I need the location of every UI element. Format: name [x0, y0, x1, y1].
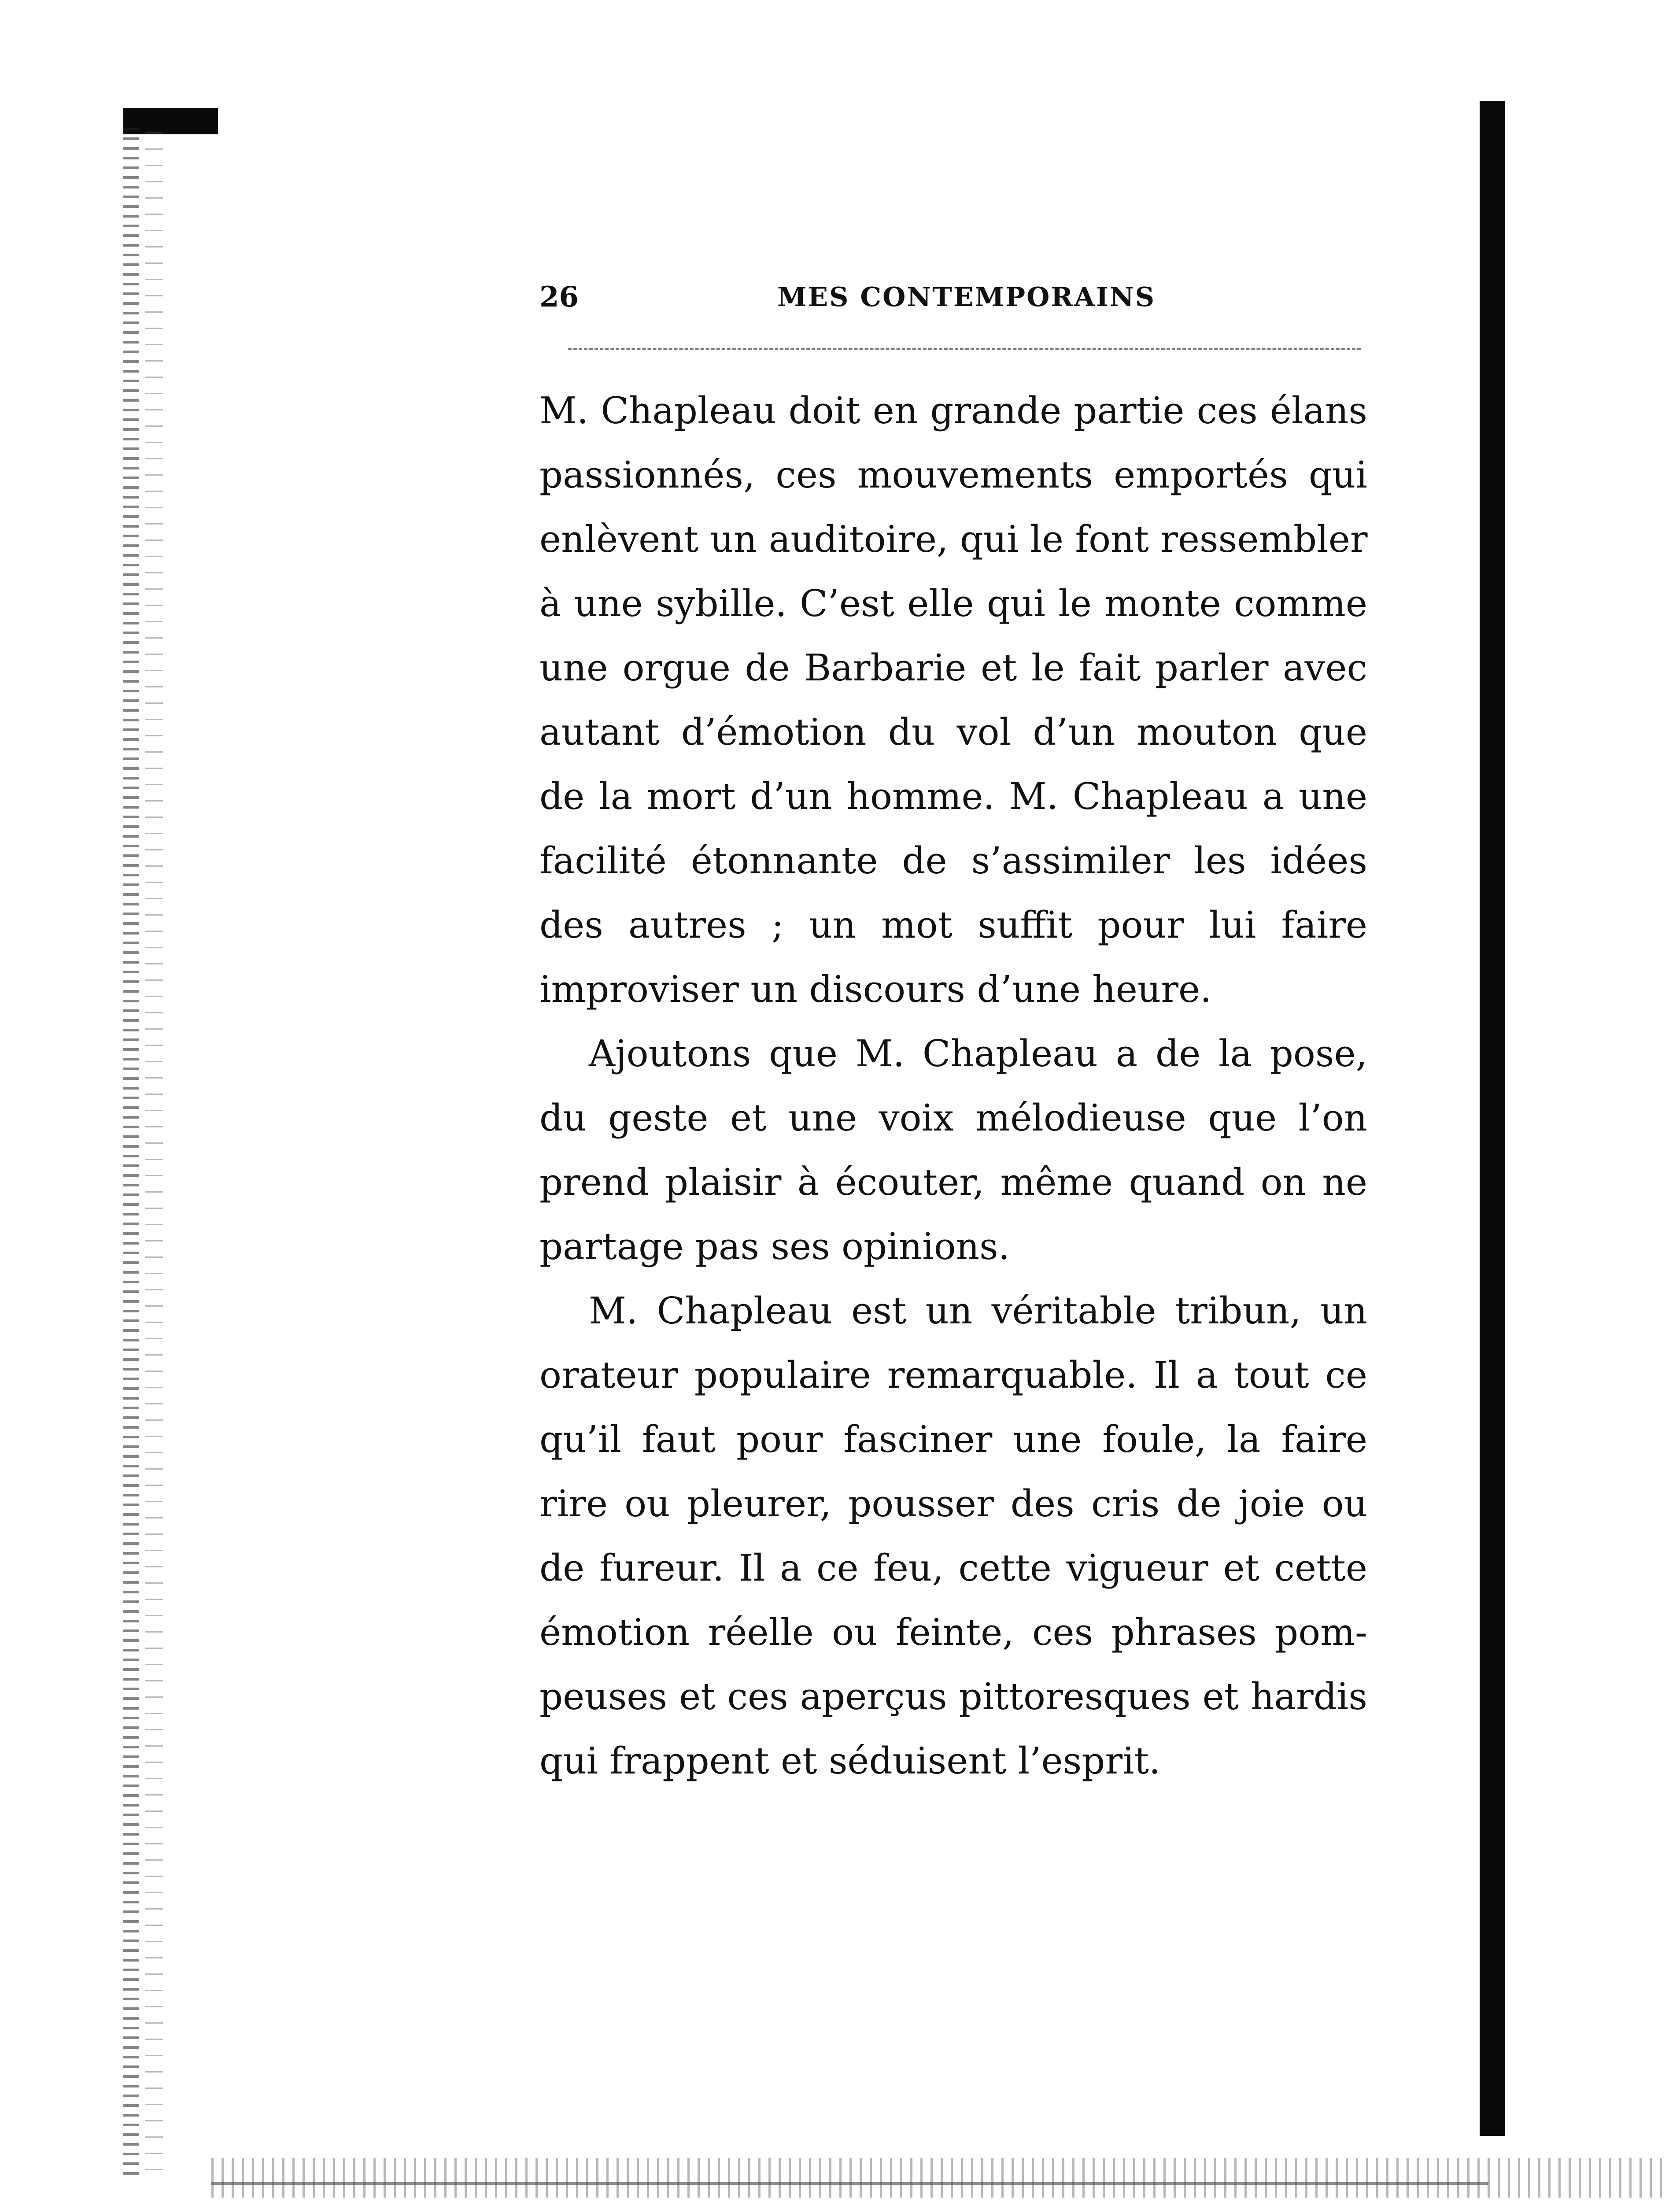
- text-line: peuses et ces aperçus pittoresques et hardis: [539, 1675, 1367, 1718]
- running-header: [539, 280, 1174, 315]
- scan-artifact-right-bar: [1480, 101, 1505, 2136]
- text-line: rire ou pleurer, pousser des cris de joie ou: [539, 1482, 1367, 1525]
- scan-artifact-left-edge-inner: [145, 132, 163, 2180]
- text-line: M. Chapleau est un véritable tribun, un: [589, 1289, 1367, 1332]
- running-title: MES CONTEMPORAINS: [777, 282, 1156, 313]
- text-line: de la mort d’un homme. M. Chapleau a une: [539, 775, 1367, 818]
- scan-artifact-bottom-line: [211, 2182, 1488, 2185]
- header-rule: [568, 348, 1361, 350]
- text-line: autant d’émotion du vol d’un mouton que: [539, 711, 1367, 754]
- scan-artifact-bottom-noise: [211, 2158, 1665, 2198]
- text-line: Ajoutons que M. Chapleau a de la pose,: [589, 1032, 1367, 1075]
- body-text: [539, 379, 1367, 1793]
- text-line: enlèvent un auditoire, qui le font ressembler: [539, 518, 1368, 561]
- text-line: facilité étonnante de s’assimiler les idées: [539, 839, 1367, 882]
- page-number: 26: [539, 281, 579, 314]
- text-line: M. Chapleau doit en grande partie ces élans: [539, 389, 1367, 432]
- text-line: orateur populaire remarquable. Il a tout ce: [539, 1354, 1367, 1397]
- text-line: émotion réelle ou feinte, ces phrases pom-: [539, 1611, 1367, 1654]
- text-line: qu’il faut pour fasciner une foule, la faire: [539, 1418, 1367, 1461]
- text-line: passionnés, ces mouvements emportés qui: [539, 454, 1367, 496]
- text-line: partage pas ses opinions.: [539, 1225, 1010, 1268]
- text-line: improviser un discours d’une heure.: [539, 968, 1212, 1011]
- text-line: du geste et une voix mélodieuse que l’on: [539, 1097, 1367, 1139]
- text-line: des autres ; un mot suffit pour lui faire: [539, 904, 1367, 946]
- text-line: une orgue de Barbarie et le fait parler avec: [539, 647, 1367, 689]
- scan-artifact-left-edge: [123, 128, 139, 2176]
- text-line: de fureur. Il a ce feu, cette vigueur et cette: [539, 1547, 1367, 1589]
- text-line: qui frappent et séduisent l’esprit.: [539, 1740, 1161, 1782]
- text-line: prend plaisir à écouter, même quand on ne: [539, 1161, 1367, 1204]
- text-line: à une sybille. C’est elle qui le monte comme: [539, 582, 1367, 625]
